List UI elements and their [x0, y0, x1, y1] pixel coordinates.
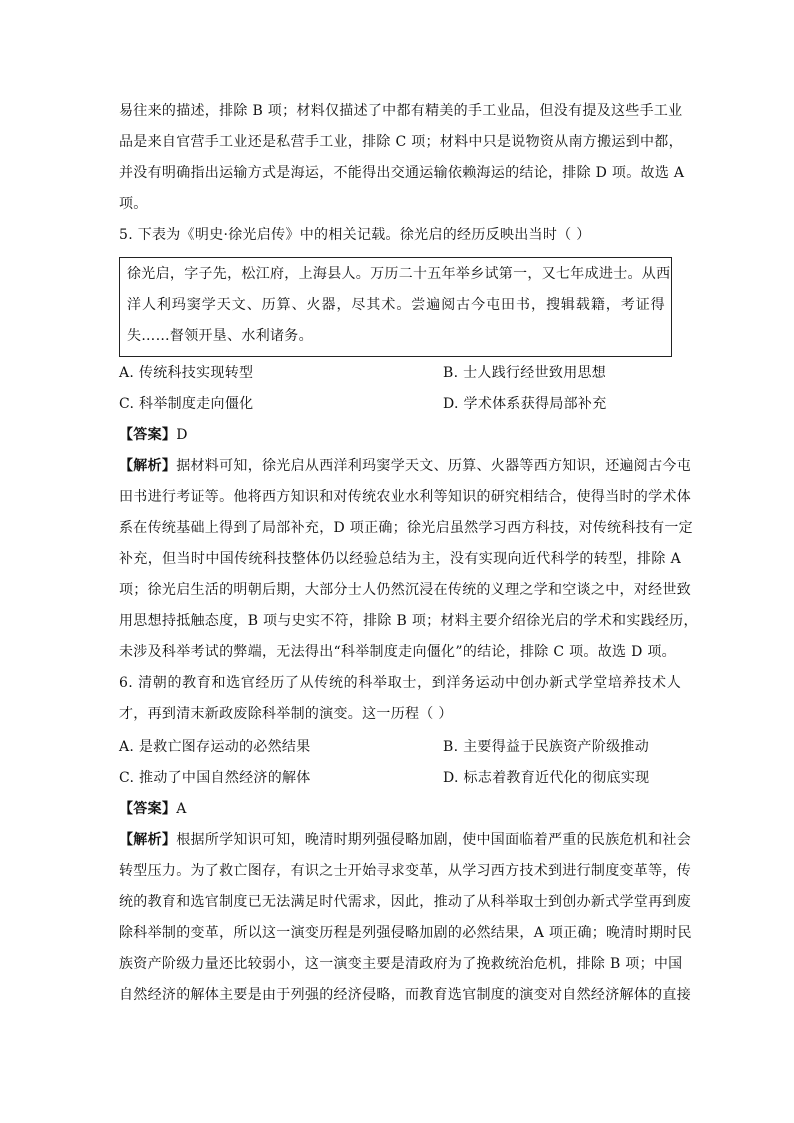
question-6-option-d: D. 标志着教育近代化的彻底实现 — [443, 770, 650, 786]
question-6-analysis-first — [119, 830, 692, 850]
question-5-option-c: C. 科举制度走向僵化 — [119, 396, 254, 412]
prev-analysis-line: 易往来的描述，排除 B 项；材料仅描述了中都有精美的手工业品，但没有提及这些手工业 — [119, 103, 683, 119]
material-line: 洋人利玛窦学天文、历算、火器，尽其术。尝遍阅古今屯田书，搜辑载籍，考证得 — [127, 297, 665, 313]
answer-label: 【答案】 — [119, 801, 177, 817]
prev-analysis-line: 品是来自官营手工业还是私营手工业，排除 C 项；材料中只是说物资从南方搬运到中都， — [119, 134, 683, 150]
answer-label: 【答案】 — [119, 427, 177, 443]
analysis-line: 根据所学知识可知，晚清时期列强侵略加剧，使中国面临着严重的民族危机和社会 — [176, 832, 692, 848]
analysis-label: 【解析】 — [119, 458, 177, 474]
analysis-label: 【解析】 — [119, 832, 177, 848]
material-line: 徐光启，字子先，松江府，上海县人。万历二十五年举乡试第一，又七年成进士。从西 — [127, 266, 671, 282]
analysis-line: 统的教育和选官制度已无法满足时代需求，因此，推动了从科举取士到创办新式学堂再到废 — [119, 894, 691, 910]
answer-value: A — [176, 801, 187, 817]
question-5-option-b: B. 士人践行经世致用思想 — [443, 365, 607, 381]
question-6-stem: 才，再到清末新政废除科举制的演变。这一历程（ ） — [119, 706, 453, 722]
analysis-line: 据材料可知，徐光启从西洋利玛窦学天文、历算、火器等西方知识，还遍阅古今屯 — [176, 458, 692, 474]
question-6-stem: 6. 清朝的教育和选官经历了从传统的科举取士，到洋务运动中创办新式学堂培养技术人 — [119, 675, 681, 691]
question-6-option-b: B. 主要得益于民族资产阶级推动 — [443, 739, 649, 755]
material-line: 失……督领开垦、水利诸务。 — [127, 328, 313, 344]
analysis-line: 自然经济的解体主要是由于列强的经济侵略，而教育选官制度的演变对自然经济解体的直接 — [119, 987, 691, 1003]
analysis-line: 系在传统基础上得到了局部补充，D 项正确；徐光启虽然学习西方科技，对传统科技有一定 — [119, 520, 693, 536]
question-5-material-box — [119, 257, 672, 357]
analysis-line: 项；徐光启生活的明朝后期，大部分士人仍然沉浸在传统的义理之学和空谈之中，对经世致 — [119, 582, 691, 598]
prev-analysis-line: 并没有明确指出运输方式是海运，不能得出交通运输依赖海运的结论，排除 D 项。故选 A — [119, 165, 685, 181]
answer-value: D — [176, 427, 188, 443]
question-6-answer — [119, 799, 187, 819]
question-5-option-a: A. 传统科技实现转型 — [119, 365, 254, 381]
analysis-line: 族资产阶级力量还比较弱小，这一演变主要是清政府为了挽救统治危机，排除 B 项；中国 — [119, 956, 683, 972]
question-5-option-d: D. 学术体系获得局部补充 — [443, 396, 607, 412]
question-6-option-c: C. 推动了中国自然经济的解体 — [119, 770, 311, 786]
question-5-answer — [119, 425, 188, 445]
analysis-line: 田书进行考证等。他将西方知识和对传统农业水利等知识的研究相结合，使得当时的学术体 — [119, 489, 691, 505]
analysis-line: 转型压力。为了救亡图存，有识之士开始寻求变革，从学习西方技术到进行制度变革等，传 — [119, 863, 691, 879]
analysis-line: 用思想持抵触态度，B 项与史实不符，排除 B 项；材料主要介绍徐光启的学术和实践经历， — [119, 613, 698, 629]
question-5-analysis-first — [119, 456, 692, 476]
question-6-option-a: A. 是救亡图存运动的必然结果 — [119, 739, 311, 755]
analysis-line: 补充，但当时中国传统科技整体仍以经验总结为主，没有实现向近代科学的转型，排除 A — [119, 551, 681, 567]
analysis-line: 未涉及科举考试的弊端，无法得出“科举制度走向僵化”的结论，排除 C 项。故选 D 项。 — [119, 644, 676, 660]
question-5-stem: 5. 下表为《明史·徐光启传》中的相关记载。徐光启的经历反映出当时（ ） — [119, 227, 591, 243]
prev-analysis-line: 项。 — [119, 196, 148, 212]
analysis-line: 除科举制的变革，所以这一演变历程是列强侵略加剧的必然结果，A 项正确；晚清时期时民 — [119, 925, 692, 941]
